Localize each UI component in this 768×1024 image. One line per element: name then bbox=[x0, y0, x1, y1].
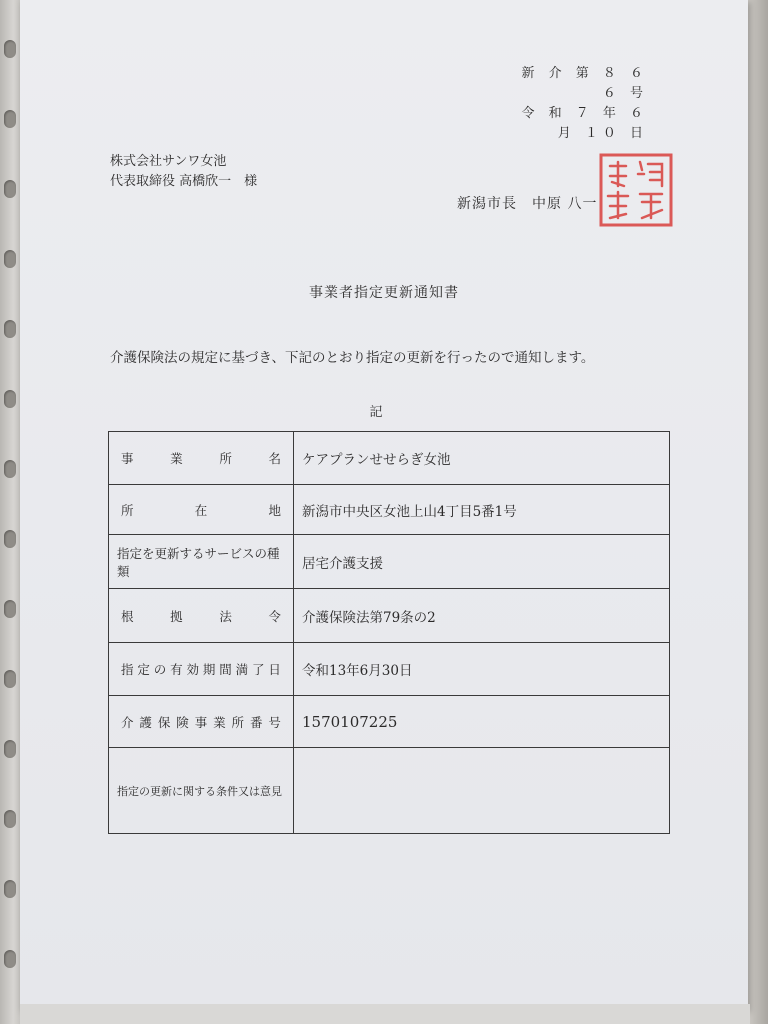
label-spaced-text: 指 定 の 有 効 期 間 満 了 日 bbox=[121, 662, 281, 677]
table-row bbox=[109, 748, 670, 834]
table-label bbox=[109, 485, 294, 535]
official-seal bbox=[598, 152, 674, 232]
table-row bbox=[109, 485, 670, 535]
binder-hole bbox=[4, 600, 16, 618]
table-value: 新潟市中央区女池上山4丁目5番1号 bbox=[294, 485, 670, 535]
label-spaced-text: 根 拠 法 令 bbox=[121, 608, 281, 624]
table-value: 令和13年6月30日 bbox=[294, 643, 670, 696]
table-label bbox=[109, 643, 294, 696]
ki-mark: 記 bbox=[369, 405, 383, 420]
binder-hole bbox=[4, 530, 16, 548]
binder-edge bbox=[0, 0, 22, 1024]
label-spaced-text: 事 業 所 名 bbox=[121, 451, 281, 466]
document-date: 令 和 ７ 年 ６ 月 １０ 日 bbox=[521, 106, 648, 141]
binder-hole bbox=[4, 40, 16, 58]
binder-hole bbox=[4, 670, 16, 688]
table-row bbox=[109, 535, 670, 589]
binder-hole bbox=[4, 180, 16, 198]
table-row bbox=[109, 696, 670, 748]
addressee-block bbox=[110, 152, 257, 192]
table-row bbox=[109, 589, 670, 643]
binder-hole bbox=[4, 460, 16, 478]
background-right bbox=[746, 0, 768, 1024]
intro-text: 介護保険法の規定に基づき、下記のとおり指定の更新を行ったので通知します。 bbox=[110, 350, 595, 366]
sleeve-bottom bbox=[20, 1004, 750, 1024]
document-number: 新 介 第 ８ ６ ６ 号 bbox=[521, 66, 648, 101]
binder-hole bbox=[4, 880, 16, 898]
table-value: 介護保険法第79条の2 bbox=[294, 589, 670, 643]
binder-hole bbox=[4, 110, 16, 128]
table-value: ケアプランせせらぎ女池 bbox=[294, 432, 670, 485]
table-row bbox=[109, 643, 670, 696]
label-spaced-text: 介 護 保 険 事 業 所 番 号 bbox=[121, 714, 281, 730]
binder-hole bbox=[4, 320, 16, 338]
table-label: 指定を更新するサービスの種類 bbox=[109, 535, 294, 589]
table-label bbox=[109, 432, 294, 485]
table-value: 居宅介護支援 bbox=[294, 535, 670, 589]
document-title: 事業者指定更新通知書 bbox=[309, 285, 459, 301]
document-number-block bbox=[498, 64, 648, 144]
table-label bbox=[109, 696, 294, 748]
table-row bbox=[109, 432, 670, 485]
table-label: 指定の更新に関する条件又は意見 bbox=[109, 748, 294, 834]
table-value bbox=[294, 748, 670, 834]
table-label bbox=[109, 589, 294, 643]
designation-table bbox=[108, 431, 670, 834]
table-value: 1570107225 bbox=[294, 696, 670, 748]
addressee-person: 代表取締役 高橋欣一 様 bbox=[110, 174, 258, 189]
label-spaced-text: 所 在 地 bbox=[121, 502, 281, 518]
binder-hole bbox=[4, 810, 16, 828]
sender-name: 新潟市長 中原 八一 bbox=[457, 196, 598, 212]
binder-hole bbox=[4, 250, 16, 268]
seal-icon bbox=[598, 152, 674, 228]
addressee-company: 株式会社サンワ女池 bbox=[110, 154, 227, 169]
binder-hole bbox=[4, 950, 16, 968]
binder-hole bbox=[4, 740, 16, 758]
